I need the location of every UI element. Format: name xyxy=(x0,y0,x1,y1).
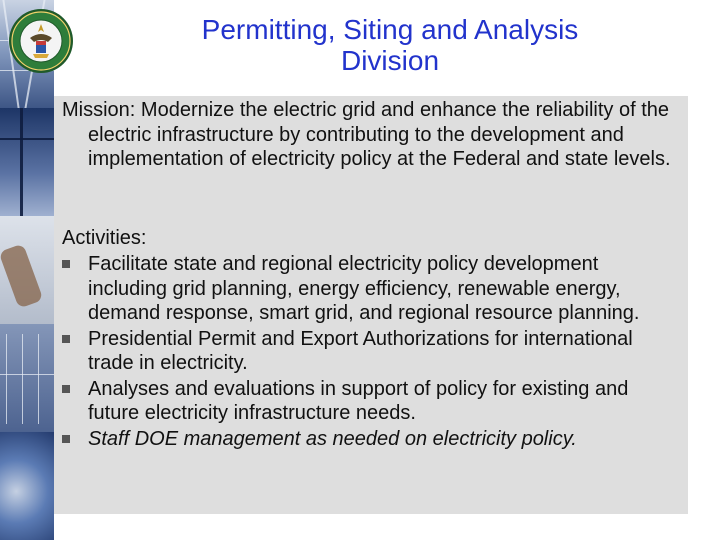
decorative-photo-strip xyxy=(0,0,54,540)
substation-photo xyxy=(0,324,54,432)
tower-silhouette-photo xyxy=(0,108,54,216)
content-panel xyxy=(54,96,688,514)
mission-hang xyxy=(62,98,682,172)
title-line-1: Permitting, Siting and Analysis xyxy=(201,14,579,45)
activity-text: Analyses and evaluations in support of policy for existing and future electricity infrastructure needs. xyxy=(88,377,629,424)
mission-paragraph xyxy=(62,98,682,172)
activities-label: Activities xyxy=(62,227,141,249)
doe-seal-icon xyxy=(8,8,74,74)
activities-suffix: : xyxy=(140,227,147,249)
hurricane-satellite-photo xyxy=(0,432,54,540)
insulator-photo xyxy=(0,216,54,324)
title-line-2: Division xyxy=(340,45,440,76)
list-item xyxy=(62,252,682,326)
activities-list xyxy=(62,252,682,452)
list-item xyxy=(62,377,682,426)
mission-label: Mission xyxy=(62,99,130,121)
activity-text: Facilitate state and regional electricity policy development including grid planning, energy efficiency, renewable energy, demand response, smart grid, and regional resource planning. xyxy=(88,253,640,324)
activity-text: Presidential Permit and Export Authorizations for international trade in electricity. xyxy=(88,327,633,374)
square-bullet-icon xyxy=(62,335,70,343)
square-bullet-icon xyxy=(62,260,70,268)
activities-heading xyxy=(62,226,682,251)
page-title xyxy=(108,14,672,76)
mission-text: : Modernize the electric grid and enhance the reliability of the electric infrastructure by contributing to the development and implementation of electricity policy at the Federal and state levels. xyxy=(88,99,671,170)
list-item xyxy=(62,327,682,376)
square-bullet-icon xyxy=(62,385,70,393)
activity-text: Staff DOE management as needed on electricity policy. xyxy=(88,427,577,450)
square-bullet-icon xyxy=(62,435,70,443)
list-item xyxy=(62,427,682,452)
